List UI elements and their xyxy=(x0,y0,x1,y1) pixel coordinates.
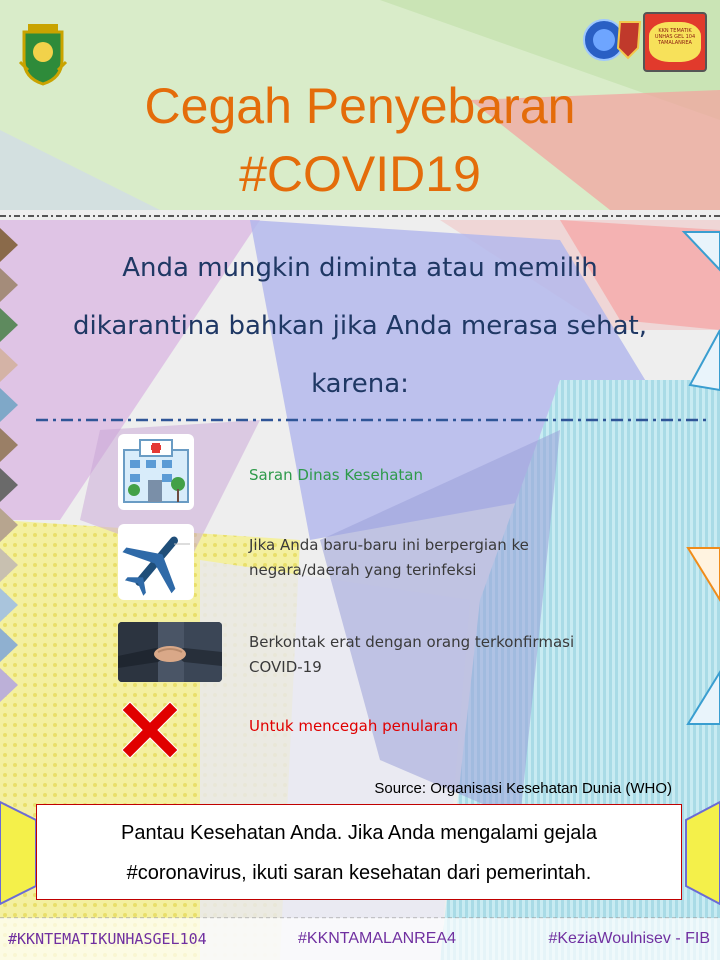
hospital-icon xyxy=(118,434,194,510)
red-x-icon xyxy=(118,698,182,762)
advice-note-line1: Pantau Kesehatan Anda. Jika Anda mengalami gejala xyxy=(121,822,597,844)
reason-2-text-line1: Jika Anda baru-baru ini berpergian ke xyxy=(249,536,529,554)
advice-note-line2: #coronavirus, ikuti saran kesehatan dari pemerintah. xyxy=(126,862,592,884)
poster-title-line2: #COVID19 xyxy=(239,146,481,202)
reason-1-text: Saran Dinas Kesehatan xyxy=(249,466,423,484)
intro-line1: Anda mungkin diminta atau memilih xyxy=(122,253,598,283)
hashtag-right: #KeziaWoulnisev - FIB xyxy=(548,930,710,947)
intro-line2: dikarantina bahkan jika Anda merasa sehat, xyxy=(73,311,647,341)
handshake-icon xyxy=(118,622,222,682)
poster-title-line1: Cegah Penyebaran xyxy=(144,78,576,134)
reason-3-text-line1: Berkontak erat dengan orang terkonfirmasi xyxy=(249,633,575,651)
advice-note-box xyxy=(36,804,682,900)
intro-line3: karena: xyxy=(311,369,409,399)
reason-4-text: Untuk mencegah penularan xyxy=(249,717,459,735)
kkn-badge-text: KKN TEMATIK UNHAS GEL 104 TAMALANREA xyxy=(649,22,701,62)
reason-2-text-line2: negara/daerah yang terinfeksi xyxy=(249,561,477,579)
source-citation: Source: Organisasi Kesehatan Dunia (WHO) xyxy=(374,780,672,797)
innovation-badge-logo xyxy=(582,14,642,64)
hashtag-center: #KKNTAMALANREA4 xyxy=(298,930,456,947)
kkn-badge-logo xyxy=(643,12,707,72)
hashtag-left: #KKNTEMATIKUNHASGEL104 xyxy=(8,930,207,948)
reason-3-text-line2: COVID-19 xyxy=(249,658,322,676)
airplane-icon xyxy=(118,524,194,600)
